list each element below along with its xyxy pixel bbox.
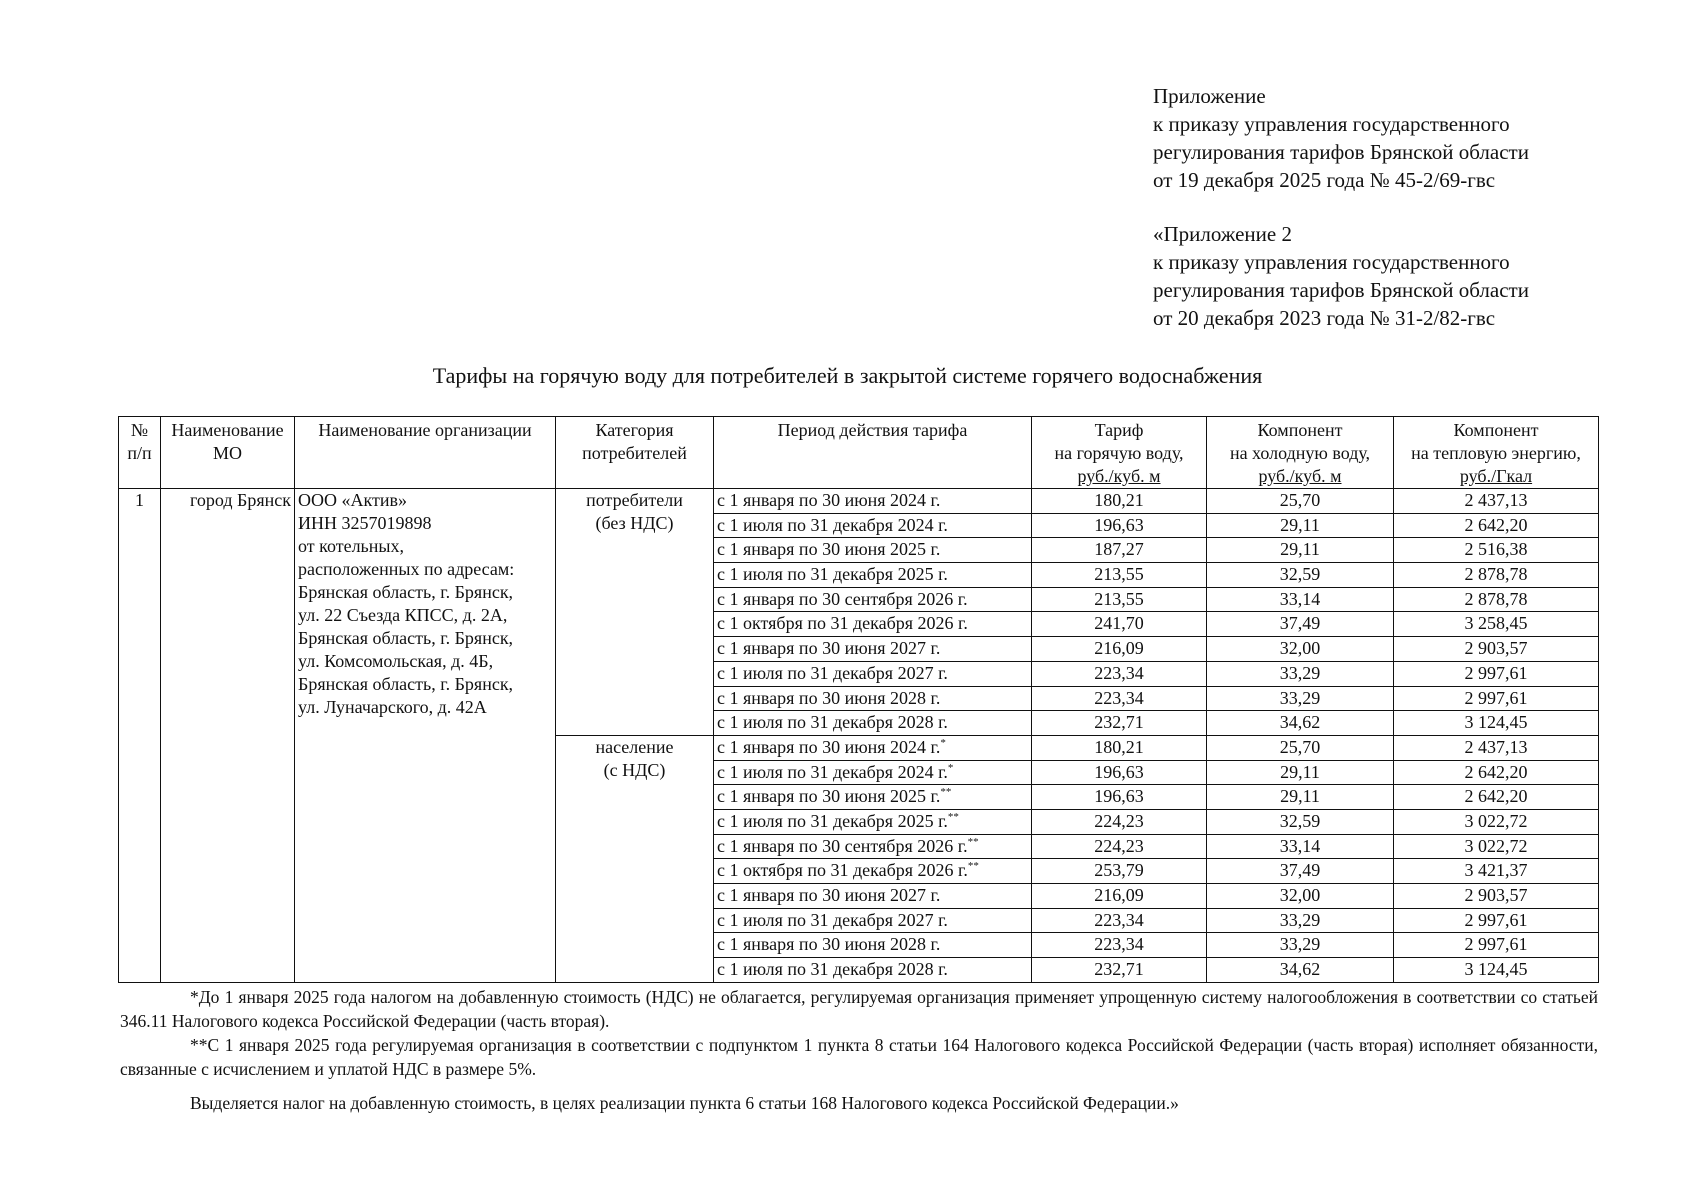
appendix-header-line: Приложение — [1153, 84, 1266, 108]
cold-water-cell: 32,00 — [1207, 884, 1394, 909]
cold-water-cell: 33,29 — [1207, 661, 1394, 686]
municipality-name: город Брянск — [161, 489, 295, 983]
period-text: с 1 июля по 31 декабря 2028 г. — [717, 712, 948, 733]
period-cell — [714, 711, 1032, 736]
period-cell — [714, 908, 1032, 933]
footnotes — [120, 985, 1598, 1115]
cold-water-cell: 25,70 — [1207, 489, 1394, 514]
heat-energy-cell: 3 124,45 — [1394, 958, 1599, 983]
org-line: ул. Комсомольская, д. 4Б, — [298, 651, 494, 671]
tariff-cell: 223,34 — [1032, 908, 1207, 933]
period-text: с 1 июля по 31 декабря 2027 г. — [717, 909, 948, 930]
cold-water-cell: 25,70 — [1207, 735, 1394, 760]
cold-water-cell: 32,59 — [1207, 563, 1394, 588]
heat-energy-cell: 3 258,45 — [1394, 612, 1599, 637]
header-cold-water — [1207, 417, 1394, 489]
footnote-mark: ** — [947, 810, 959, 823]
category-line: (без НДС) — [595, 513, 674, 533]
period-cell — [714, 760, 1032, 785]
category-line: население — [595, 736, 674, 757]
heat-energy-cell: 2 642,20 — [1394, 513, 1599, 538]
period-text: с 1 января по 30 июня 2027 г. — [717, 885, 941, 905]
heat-energy-cell: 3 022,72 — [1394, 834, 1599, 859]
cold-water-cell: 29,11 — [1207, 513, 1394, 538]
period-text: с 1 октября по 31 декабря 2026 г. — [717, 860, 968, 881]
tariff-cell: 223,34 — [1032, 933, 1207, 958]
tariff-cell: 224,23 — [1032, 834, 1207, 859]
header-tariff — [1032, 417, 1207, 489]
tariff-cell: 187,27 — [1032, 538, 1207, 563]
cold-water-cell: 33,29 — [1207, 686, 1394, 711]
header-cold-line: Компонент — [1257, 420, 1343, 440]
heat-energy-cell: 2 516,38 — [1394, 538, 1599, 563]
row-number: 1 — [119, 489, 161, 983]
table-body — [119, 489, 1599, 983]
appendix-header-line: регулирования тарифов Брянской области — [1153, 278, 1529, 302]
period-cell — [714, 809, 1032, 834]
period-cell — [714, 933, 1032, 958]
period-text: с 1 января по 30 июня 2024 г. — [717, 490, 941, 510]
organization-cell — [295, 489, 556, 983]
cold-water-cell: 32,00 — [1207, 637, 1394, 662]
heat-energy-cell: 2 997,61 — [1394, 933, 1599, 958]
appendix-header — [1153, 82, 1673, 194]
cold-water-cell: 33,14 — [1207, 834, 1394, 859]
cold-water-cell: 29,11 — [1207, 538, 1394, 563]
appendix-header-line: от 20 декабря 2023 года № 31-2/82-гвс — [1153, 306, 1496, 330]
period-cell — [714, 686, 1032, 711]
header-heat-line: на тепловую энергию, — [1411, 443, 1581, 463]
period-text: с 1 января по 30 июня 2028 г. — [717, 687, 941, 708]
category-line: потребители — [586, 490, 683, 510]
header-tariff-unit: руб./куб. м — [1077, 466, 1161, 486]
tariff-cell: 232,71 — [1032, 711, 1207, 736]
tariff-cell: 224,23 — [1032, 809, 1207, 834]
org-line: от котельных, — [298, 536, 404, 556]
appendix-header-line: от 19 декабря 2025 года № 45-2/69-гвс — [1153, 168, 1496, 192]
tariff-cell: 180,21 — [1032, 489, 1207, 514]
appendix-header-line: к приказу управления государственного — [1153, 112, 1510, 136]
cold-water-cell: 29,11 — [1207, 760, 1394, 785]
org-line: Брянская область, г. Брянск, — [298, 582, 514, 602]
appendix-header-line: регулирования тарифов Брянской области — [1153, 140, 1529, 164]
table-header-row — [119, 417, 1599, 489]
org-line: ул. Луначарского, д. 42А — [298, 697, 487, 717]
appendix-header-line: «Приложение 2 — [1153, 222, 1292, 246]
tariff-table — [118, 416, 1599, 983]
cold-water-cell: 34,62 — [1207, 958, 1394, 983]
header-cold-unit: руб./куб. м — [1258, 466, 1342, 486]
header-period: Период действия тарифа — [714, 417, 1032, 489]
tariff-cell: 196,63 — [1032, 760, 1207, 785]
period-cell — [714, 785, 1032, 810]
tariff-cell: 223,34 — [1032, 686, 1207, 711]
period-text: с 1 июля по 31 декабря 2024 г. — [717, 761, 948, 782]
tariff-cell: 196,63 — [1032, 513, 1207, 538]
heat-energy-cell: 3 022,72 — [1394, 809, 1599, 834]
cold-water-cell: 33,29 — [1207, 933, 1394, 958]
heat-energy-cell: 2 642,20 — [1394, 760, 1599, 785]
heat-energy-cell: 2 642,20 — [1394, 785, 1599, 810]
tariff-cell: 216,09 — [1032, 884, 1207, 909]
period-text: с 1 января по 30 июня 2025 г. — [717, 539, 941, 560]
org-line: ул. 22 Съезда КПСС, д. 2А, — [298, 605, 508, 625]
tariff-cell: 196,63 — [1032, 785, 1207, 810]
cold-water-cell: 32,59 — [1207, 809, 1394, 834]
org-line: ИНН 3257019898 — [298, 513, 432, 533]
cold-water-cell: 34,62 — [1207, 711, 1394, 736]
period-cell — [714, 563, 1032, 588]
heat-energy-cell: 3 421,37 — [1394, 859, 1599, 884]
footnote-1: *До 1 января 2025 года налогом на добавленную стоимость (НДС) не облагается, регулируемая организация применяет упрощенную систему налогообложения в соответствии со статьей 346.11 Налогового кодекса Российской Федерации (часть вторая). — [120, 987, 1598, 1031]
period-text: с 1 июля по 31 декабря 2028 г. — [717, 959, 948, 980]
period-cell — [714, 538, 1032, 563]
table-row — [119, 489, 1599, 514]
period-text: с 1 января по 30 июня 2024 г. — [717, 736, 941, 757]
heat-energy-cell: 2 878,78 — [1394, 587, 1599, 612]
period-text: с 1 января по 30 июня 2028 г. — [717, 934, 941, 955]
period-text: с 1 июля по 31 декабря 2024 г. — [717, 514, 948, 535]
period-text: с 1 октября по 31 декабря 2026 г. — [717, 613, 968, 634]
tariff-cell: 213,55 — [1032, 563, 1207, 588]
cold-water-cell: 37,49 — [1207, 859, 1394, 884]
footnote-mark: * — [947, 761, 954, 774]
cold-water-cell: 29,11 — [1207, 785, 1394, 810]
period-cell — [714, 513, 1032, 538]
footnote-mark: * — [940, 736, 946, 749]
org-line: Брянская область, г. Брянск, — [298, 674, 514, 694]
period-text: с 1 января по 30 июня 2027 г. — [717, 638, 941, 659]
period-cell — [714, 587, 1032, 612]
heat-energy-cell: 2 437,13 — [1394, 489, 1599, 514]
period-text: с 1 июля по 31 декабря 2025 г. — [717, 810, 948, 831]
org-line: расположенных по адресам: — [298, 559, 515, 579]
period-text: с 1 января по 30 июня 2025 г. — [717, 786, 941, 807]
period-text: с 1 января по 30 сентября 2026 г. — [717, 588, 968, 609]
tariff-cell: 232,71 — [1032, 958, 1207, 983]
footnote-2: **С 1 января 2025 года регулируемая организация в соответствии с подпунктом 1 пункта 8 статьи 164 Налогового кодекса Российской Федерации (часть вторая) исполняет обязанности, связанные с исчислением и уплатой НДС в размере 5%. — [120, 1035, 1598, 1079]
category-consumers — [556, 489, 714, 736]
header-mo: Наименование МО — [161, 417, 295, 489]
heat-energy-cell: 3 124,45 — [1394, 711, 1599, 736]
period-cell — [714, 637, 1032, 662]
footnote-mark: ** — [940, 786, 952, 799]
footnote-mark: ** — [967, 860, 979, 873]
header-tariff-line: Тариф — [1094, 420, 1144, 440]
period-cell — [714, 884, 1032, 909]
footnote-mark: ** — [967, 835, 979, 848]
tariff-cell: 253,79 — [1032, 859, 1207, 884]
period-cell — [714, 661, 1032, 686]
appendix-2-header — [1153, 220, 1673, 332]
heat-energy-cell: 2 997,61 — [1394, 686, 1599, 711]
appendix-header-line: к приказу управления государственного — [1153, 250, 1510, 274]
org-line: Брянская область, г. Брянск, — [298, 628, 514, 648]
header-cold-line: на холодную воду, — [1229, 443, 1371, 463]
tariff-cell: 223,34 — [1032, 661, 1207, 686]
period-text: с 1 января по 30 сентября 2026 г. — [717, 835, 968, 856]
category-line: (с НДС) — [603, 759, 666, 780]
heat-energy-cell: 2 878,78 — [1394, 563, 1599, 588]
heat-energy-cell: 2 903,57 — [1394, 884, 1599, 909]
category-population — [556, 735, 714, 982]
period-cell — [714, 859, 1032, 884]
period-cell — [714, 612, 1032, 637]
period-cell — [714, 834, 1032, 859]
tariff-cell: 180,21 — [1032, 735, 1207, 760]
cold-water-cell: 33,29 — [1207, 908, 1394, 933]
header-heat-energy — [1394, 417, 1599, 489]
header-tariff-line: на горячую воду, — [1054, 443, 1184, 463]
cold-water-cell: 33,14 — [1207, 587, 1394, 612]
heat-energy-cell: 2 997,61 — [1394, 908, 1599, 933]
header-heat-unit: руб./Гкал — [1459, 466, 1533, 486]
heat-energy-cell: 2 437,13 — [1394, 735, 1599, 760]
header-num: № п/п — [119, 417, 161, 489]
period-text: с 1 июля по 31 декабря 2025 г. — [717, 564, 948, 585]
vat-note: Выделяется налог на добавленную стоимость, в целях реализации пункта 6 статьи 168 Налогового кодекса Российской Федерации.» — [190, 1093, 1179, 1113]
period-cell — [714, 958, 1032, 983]
period-cell — [714, 489, 1032, 514]
header-heat-line: Компонент — [1453, 420, 1539, 440]
heat-energy-cell: 2 997,61 — [1394, 661, 1599, 686]
period-text: с 1 июля по 31 декабря 2027 г. — [717, 662, 948, 683]
cold-water-cell: 37,49 — [1207, 612, 1394, 637]
tariff-cell: 213,55 — [1032, 587, 1207, 612]
tariff-cell: 241,70 — [1032, 612, 1207, 637]
org-line: ООО «Актив» — [298, 490, 408, 510]
heat-energy-cell: 2 903,57 — [1394, 637, 1599, 662]
document-title: Тарифы на горячую воду для потребителей в закрытой системе горячего водоснабжения — [432, 363, 1263, 388]
header-category: Категория потребителей — [556, 417, 714, 489]
period-cell — [714, 735, 1032, 760]
header-org: Наименование организации — [295, 417, 556, 489]
tariff-cell: 216,09 — [1032, 637, 1207, 662]
